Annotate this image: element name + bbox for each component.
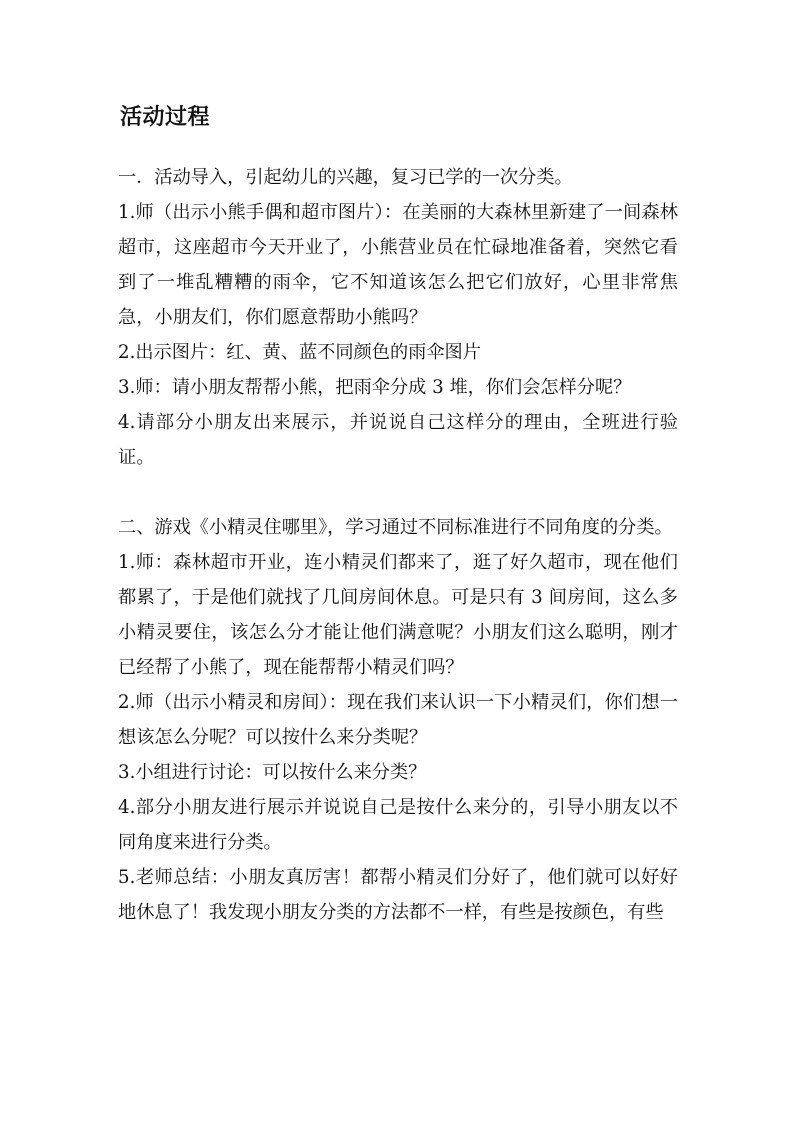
section-1-heading: 一．活动导入，引起幼儿的兴趣，复习已学的一次分类。 [118, 167, 573, 188]
page-title: 活动过程 [120, 104, 211, 130]
section-2-item-5: 5.老师总结：小朋友真厉害！都帮小精灵们分好了，他们就可以好好地休息了！我发现小朋友分类的方法都不一样，有些是按颜色，有些 [118, 867, 678, 923]
document-body [118, 160, 678, 930]
section-1-item-3: 3.师：请小朋友帮帮小熊，把雨伞分成 3 堆，你们会怎样分呢？ [118, 377, 632, 398]
section-2-item-3: 3.小组进行讨论：可以按什么来分类？ [118, 762, 427, 783]
section-1-item-4: 4.请部分小朋友出来展示，并说说自己这样分的理由，全班进行验证。 [118, 412, 678, 468]
section-1-item-2: 2.出示图片：红、黄、蓝不同颜色的雨伞图片 [118, 342, 481, 363]
section-2-heading: 二、游戏《小精灵住哪里》，学习通过不同标准进行不同角度的分类。 [118, 517, 673, 538]
section-1-item-1: 1.师（出示小熊手偶和超市图片）：在美丽的大森林里新建了一间森林超市，这座超市今天开业了，小熊营业员在忙碌地准备着，突然它看到了一堆乱糟糟的雨伞，它不知道该怎么把它们放好，心里非常焦急，小朋友们，你们愿意帮助小熊吗？ [118, 202, 678, 328]
section-2-item-2: 2.师（出示小精灵和房间）：现在我们来认识一下小精灵们，你们想一想该怎么分呢？可以按什么来分类呢？ [118, 692, 678, 748]
section-2-item-4: 4.部分小朋友进行展示并说说自己是按什么来分的，引导小朋友以不同角度来进行分类。 [118, 797, 678, 853]
section-2-item-1: 1.师：森林超市开业，连小精灵们都来了，逛了好久超市，现在他们都累了，于是他们就找了几间房间休息。可是只有 3 间房间，这么多小精灵要住，该怎么分才能让他们满意呢？小朋友们这么聪明，刚才已经帮了小熊了，现在能帮帮小精灵们吗？ [118, 552, 678, 678]
section-spacer [118, 475, 678, 510]
